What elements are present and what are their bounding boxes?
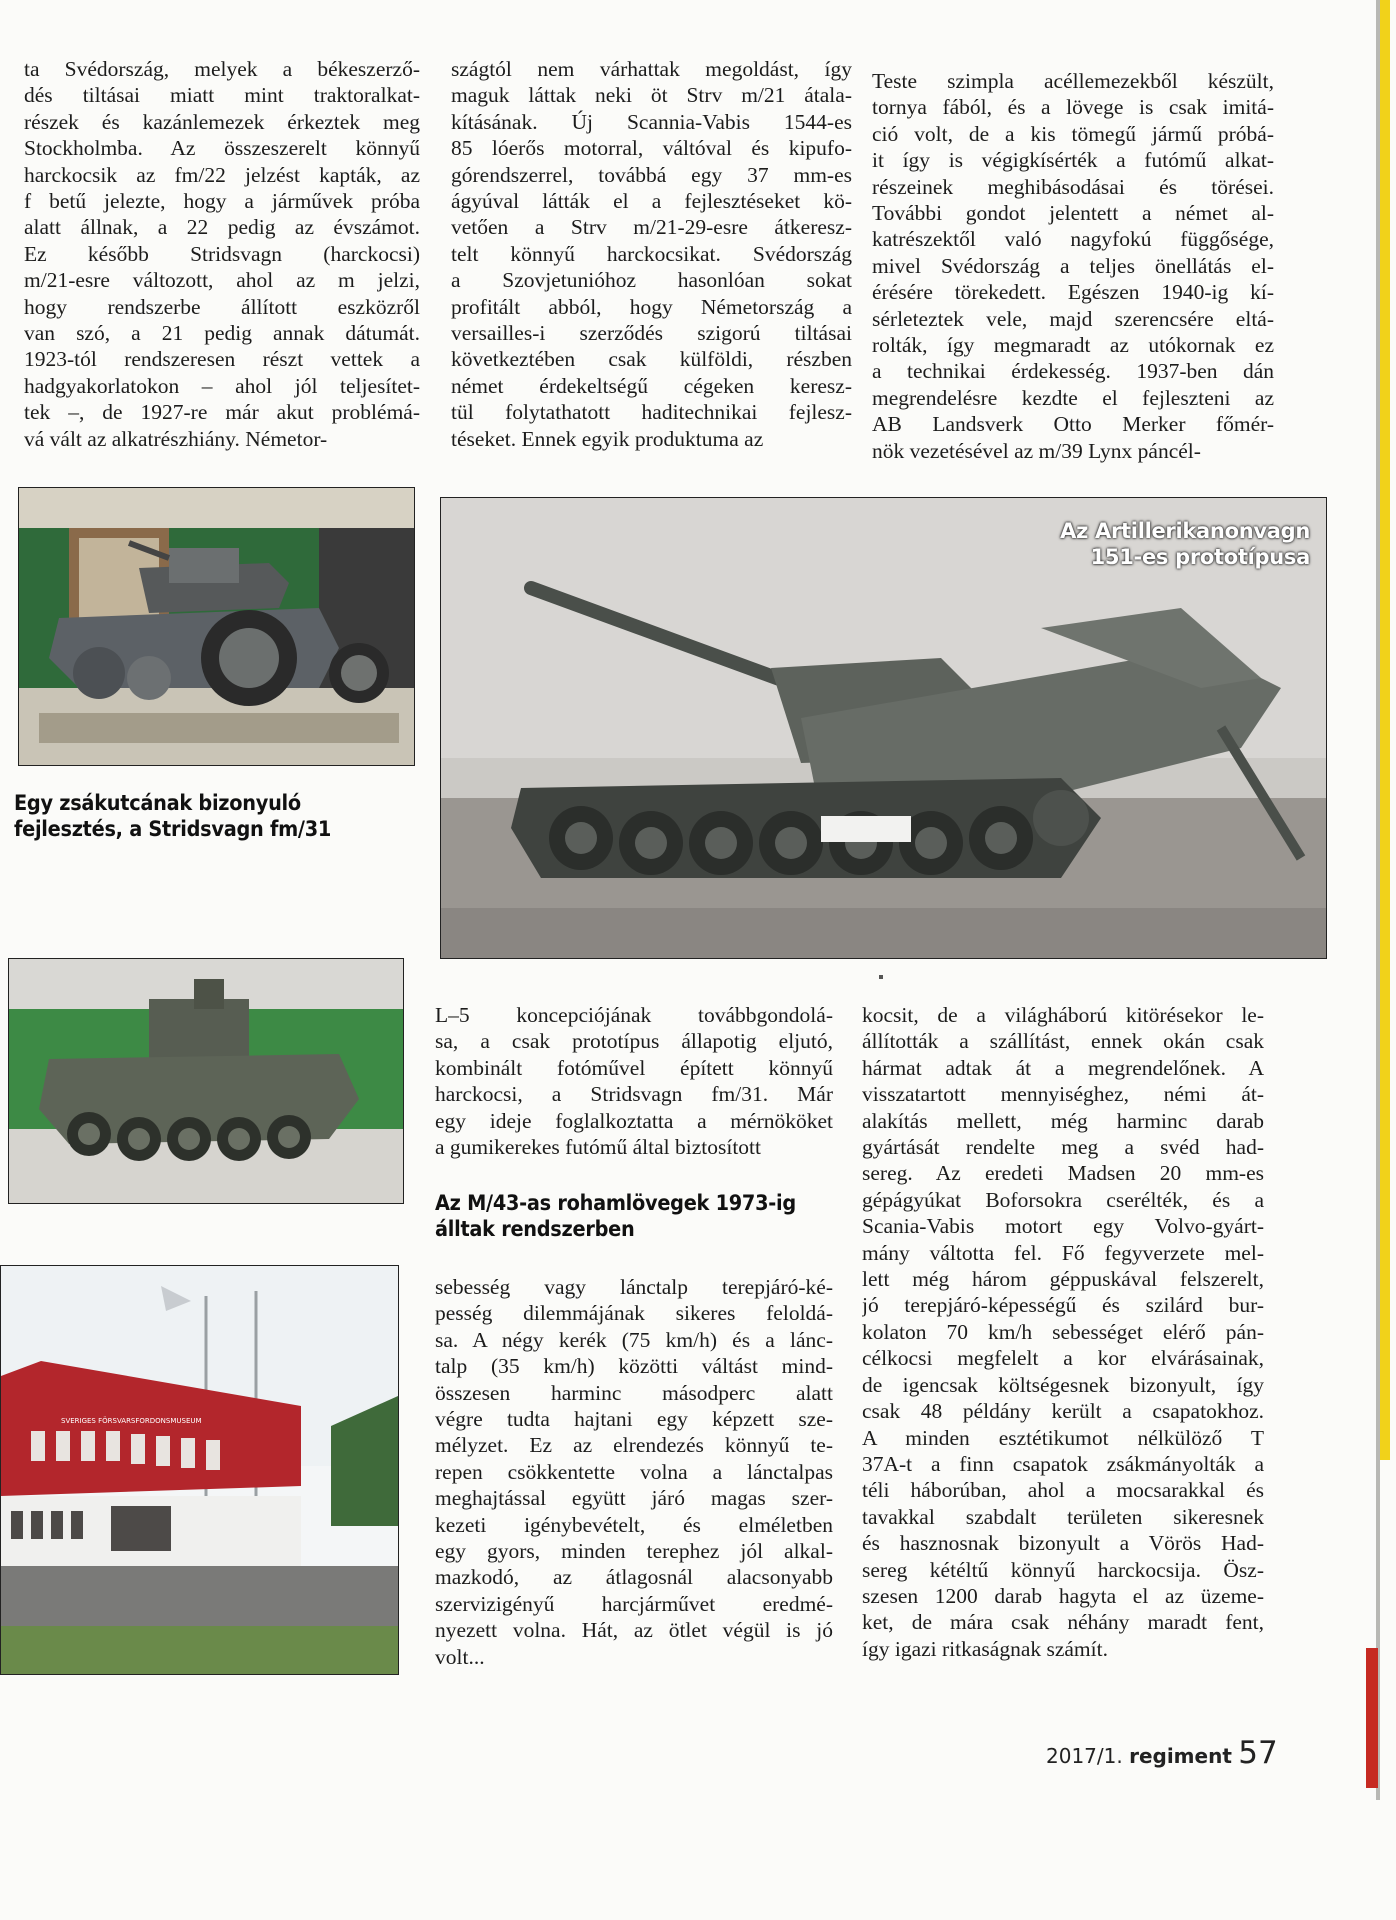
footer-brand: regiment <box>1129 1744 1232 1768</box>
text-line: mélyzet. Ez az elrendezés könnyű te- <box>435 1433 833 1458</box>
text-line: Stockholmba. Az összeszerelt könnyű <box>24 136 420 161</box>
text-line: sereg. Az eredeti Madsen 20 mm-es <box>862 1161 1264 1186</box>
text-line: pesség dilemmájának sikeres feloldá- <box>435 1301 833 1326</box>
text-line: 1923-tól rendszeresen részt vettek a <box>24 347 420 372</box>
text-line: vetően a Strv m/21-29-esre átkeresz- <box>451 215 852 240</box>
text-line: sebesség vagy lánctalp terepjáró-ké- <box>435 1275 833 1299</box>
text-line: összesen harminc másodperc alatt <box>435 1380 833 1405</box>
text-line: gépágyúkat Boforsokra cserélték, és a <box>862 1187 1264 1212</box>
text-line: a Szovjetunióhoz hasonlóan sokat <box>451 268 852 293</box>
text-line: katrészektől való nagyfokú függősége, <box>872 227 1274 252</box>
text-line: ció volt, de a kis tömegű jármű próbá- <box>872 121 1274 146</box>
text-line: így igazi ritkaságnak számít. <box>862 1636 1108 1661</box>
text-line: végre tudta hajtani egy képzett sze- <box>435 1407 833 1432</box>
text-line: célkocsi megfelelt a kor elvárásainak, <box>862 1346 1264 1371</box>
text-line: lett még három géppuskával felszerelt, <box>862 1267 1264 1292</box>
text-line: megrendelésre kezdte el fejleszteni az <box>872 385 1274 410</box>
text-line: csak 48 példány került a csapatokhoz. <box>862 1399 1264 1424</box>
text-line: tornya fából, és a lövege is csak imitá- <box>872 95 1274 120</box>
caption-artillery-line2: 151-es prototípusa <box>1090 545 1310 569</box>
text-line: vá vált az alkatrészhiány. Németor- <box>24 426 328 451</box>
text-line: kombinált fotóművel épített könnyű <box>435 1055 833 1080</box>
edge-yellow-band <box>1380 0 1390 1460</box>
edge-red-band <box>1366 1648 1378 1788</box>
caption-fm31-line2: fejlesztés, a Stridsvagn fm/31 <box>14 817 332 841</box>
text-line: L–5 koncepciójának továbbgondolá- <box>435 1003 833 1027</box>
text-line: ket, de mára csak néhány maradt fent, <box>862 1610 1264 1635</box>
text-line: Scania-Vabis motort egy Volvo-gyárt- <box>862 1214 1264 1239</box>
caption-fm31 <box>14 790 331 842</box>
text-line: állították a szállítást, ennek okán csak <box>862 1029 1264 1054</box>
text-line: mazkodó, az átlagosnál alacsonyabb <box>435 1565 833 1590</box>
text-line: dés tiltásai miatt mint traktoralkat- <box>24 83 420 108</box>
text-line: sa. A négy kerék (75 km/h) és a lánc- <box>435 1327 833 1352</box>
photo-museum-building <box>0 1265 399 1675</box>
text-line: m/21-esre változott, ahol az m jelzi, <box>24 268 420 293</box>
text-line: szesen 1200 darab hagyta el az üzeme- <box>862 1583 1264 1608</box>
text-line: sereg kétéltű könnyű harckocsija. Ösz- <box>862 1557 1264 1582</box>
text-line: kolaton 70 km/h sebességet elérő pán- <box>862 1319 1264 1344</box>
text-line: téseket. Ennek egyik produktuma az <box>451 426 764 451</box>
text-line: Ez később Stridsvagn (harckocsi) <box>24 241 420 266</box>
text-line: mány váltotta fel. Fő fegyverzete mel- <box>862 1240 1264 1265</box>
text-line: harckocsik az fm/22 jelzést kapták, az <box>24 162 420 187</box>
text-col3-top <box>872 68 1274 464</box>
photo-stridsvagn-fm31 <box>18 487 415 766</box>
text-line: telt könnyű harckocsikat. Svédország <box>451 241 852 266</box>
text-line: További gondot jelentett a német al- <box>872 201 1274 226</box>
text-line: egy ideje foglalkoztatta a mérnököket <box>435 1108 833 1133</box>
text-line: A minden esztétikumot nélkülöző T <box>862 1425 1264 1450</box>
text-line: profitált abból, hogy Németország a <box>451 294 852 319</box>
text-line: hadgyakorlatokon – ahol jól teljesítet- <box>24 373 420 398</box>
text-line: egy gyors, minden terephez jól alkal- <box>435 1539 833 1564</box>
text-line: kocsit, de a világháború kitörésekor le- <box>862 1003 1264 1027</box>
page-footer <box>1046 1735 1278 1771</box>
text-line: szágtól nem várhattak megoldást, így <box>451 57 852 81</box>
text-line: hármat adtak át a megrendelőnek. A <box>862 1055 1264 1080</box>
text-col2-bottom <box>435 1274 833 1670</box>
text-line: sa, a csak prototípus állapotig eljutó, <box>435 1029 833 1054</box>
text-line: kításának. Új Scannia-Vabis 1544-es <box>451 109 852 134</box>
text-line: Teste szimpla acéllemezekből készült, <box>872 69 1274 93</box>
text-line: hogy rendszerbe állított eszközről <box>24 294 420 319</box>
text-line: 37A-t a finn csapatok zsákmányolták a <box>862 1451 1264 1476</box>
photo-m43-assault-gun <box>8 958 404 1204</box>
text-line: téli háborúban, ahol a mocsarakkal és <box>862 1478 1264 1503</box>
caption-fm31-line1: Egy zsákutcának bizonyuló <box>14 791 301 815</box>
photo-artillerikanonvagn-151 <box>440 497 1327 959</box>
edge-black-band <box>1376 0 1380 1800</box>
text-line: részek és kazánlemezek érkeztek meg <box>24 109 420 134</box>
text-line: és hasznosnak bizonyult a Vörös Had- <box>862 1531 1264 1556</box>
text-col2-mid <box>435 1002 833 1160</box>
text-line: a technikai érdekesség. 1937-ben dán <box>872 359 1274 384</box>
text-line: versailles-i szerződés szigorú tiltásai <box>451 321 852 346</box>
text-line: tül folytathatott haditechnikai fejlesz- <box>451 400 852 425</box>
footer-issue: 2017/1. <box>1046 1744 1123 1768</box>
text-col3-bottom <box>862 1002 1264 1662</box>
right-edge-strip <box>1366 0 1396 1920</box>
page-number: 57 <box>1238 1735 1278 1771</box>
text-line: német érdekeltségű cégeken keresz- <box>451 373 852 398</box>
stray-mark <box>879 975 883 979</box>
text-line: van szó, a 21 pedig annak dátumát. <box>24 321 420 346</box>
text-col2-top <box>451 56 852 452</box>
text-line: tek –, de 1927-re már akut problémá- <box>24 400 420 425</box>
text-line: repen csökkentette volna a lánctalpas <box>435 1459 833 1484</box>
text-line: maguk láttak neki öt Strv m/21 átala- <box>451 83 852 108</box>
caption-artillery-line1: Az Artillerikanonvagn <box>1060 519 1310 543</box>
text-line: részeinek meghibásodásai és törései. <box>872 174 1274 199</box>
text-line: visszatartott mennyiséghez, némi át- <box>862 1082 1264 1107</box>
photo-m43-image <box>9 959 403 1203</box>
text-line: alatt állnak, a 22 pedig az évszámot. <box>24 215 420 240</box>
text-line: szervizigényű harcjárművet eredmé- <box>435 1591 833 1616</box>
text-line: rolták, így megmaradt az utókornak ez <box>872 333 1274 358</box>
text-line: gyártását rendelte meg a svéd had- <box>862 1135 1264 1160</box>
text-line: sérleteztek vele, majd szerencsére eltá- <box>872 306 1274 331</box>
text-line: következtében csak külföldi, részben <box>451 347 852 372</box>
text-line: ta Svédország, melyek a békeszerző- <box>24 57 420 81</box>
text-line: f betű jelezte, hogy a járművek próba <box>24 189 420 214</box>
photo-museum-image <box>1 1266 398 1674</box>
museum-sign: SVERIGES FÖRSVARSFORDONSMUSEUM <box>61 1417 202 1425</box>
text-line: kezeti igénybevételt, és elméletben <box>435 1512 833 1537</box>
text-line: de igencsak költségesnek bizonyult, így <box>862 1372 1264 1397</box>
text-line: ágyúval látták el a fejlesztéseket kö- <box>451 189 852 214</box>
caption-m43-line2: álltak rendszerben <box>435 1217 635 1241</box>
text-line: érésére törekedett. Egészen 1940-ig kí- <box>872 280 1274 305</box>
text-line: jó terepjáró-képességű és szilárd bur- <box>862 1293 1264 1318</box>
text-line: 85 lóerős motorral, váltóval és kipufo- <box>451 136 852 161</box>
text-line: mivel Svédország a teljes önellátás el- <box>872 253 1274 278</box>
text-line: talp (35 km/h) közötti váltást mind- <box>435 1354 833 1379</box>
text-line: górendszerrel, továbbá egy 37 mm-es <box>451 162 852 187</box>
text-line: volt... <box>435 1644 485 1669</box>
text-col1-top <box>24 56 420 452</box>
caption-m43-line1: Az M/43-as rohamlövegek 1973-ig <box>435 1191 796 1215</box>
caption-m43 <box>435 1190 796 1242</box>
text-line: it így is végigkísérték a futómű alkat- <box>872 148 1274 173</box>
text-line: a gumikerekes futómű által biztosított <box>435 1135 762 1160</box>
text-line: alakítás mellett, még harminc darab <box>862 1108 1264 1133</box>
text-line: nök vezetésével az m/39 Lynx páncél- <box>872 438 1201 463</box>
text-line: nyezett volna. Hát, az ötlet végül is jó <box>435 1618 833 1643</box>
text-line: harckocsi, a Stridsvagn fm/31. Már <box>435 1082 833 1107</box>
photo-fm31-image <box>19 488 414 765</box>
text-line: AB Landsverk Otto Merker főmér- <box>872 412 1274 437</box>
caption-artillerikanonvagn <box>1060 518 1310 570</box>
text-line: tavakkal szabdalt területen sikeresnek <box>862 1504 1264 1529</box>
text-line: meghajtással együtt járó magas szer- <box>435 1486 833 1511</box>
